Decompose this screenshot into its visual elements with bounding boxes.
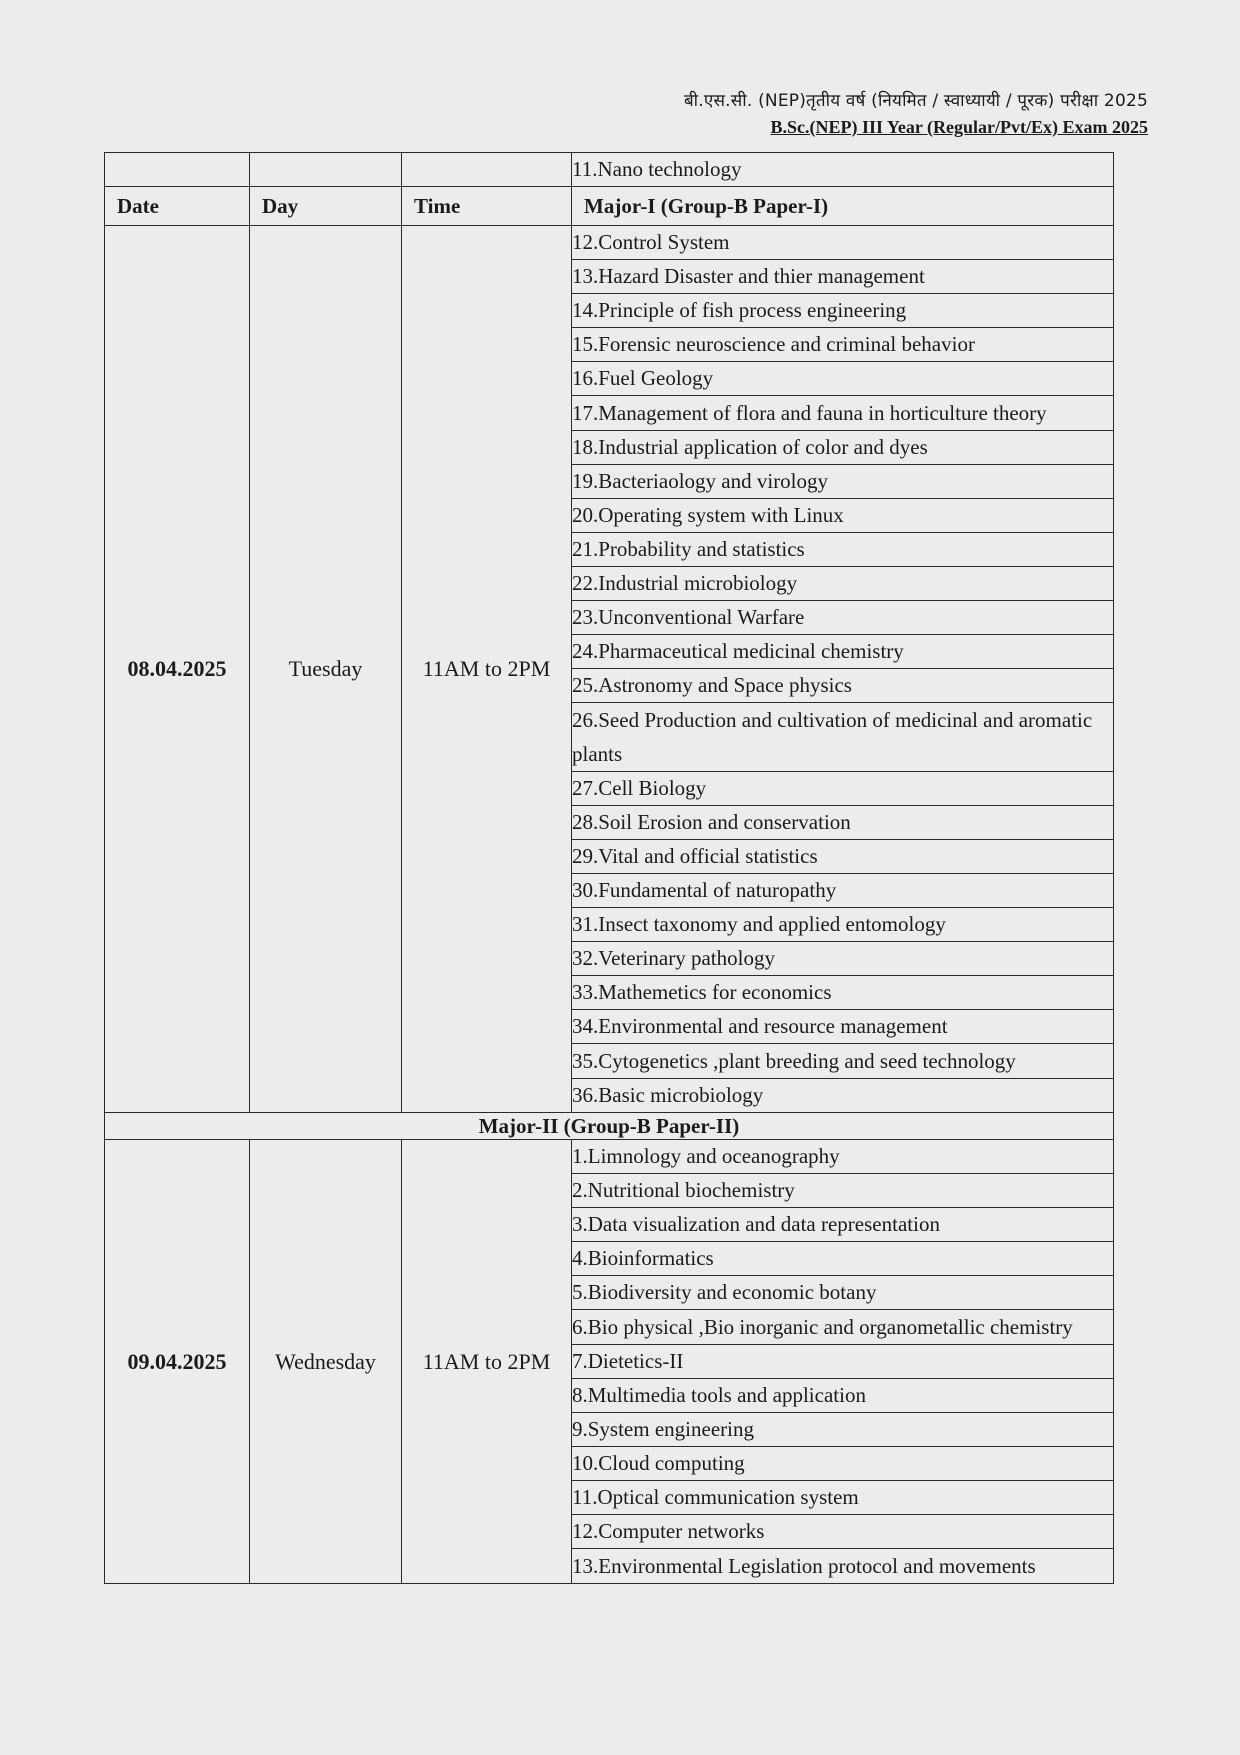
- subject-cell: 11.Optical communication system: [572, 1481, 1114, 1515]
- subject-cell: 29.Vital and official statistics: [572, 840, 1114, 874]
- subject-cell: 12.Control System: [572, 226, 1114, 260]
- subject-cell: 3.Data visualization and data representation: [572, 1208, 1114, 1242]
- section-row: [105, 1113, 1114, 1140]
- section-title-major-2: Major-II (Group-B Paper-II): [105, 1113, 1114, 1140]
- subject-cell: 23.Unconventional Warfare: [572, 601, 1114, 635]
- exam-date: 08.04.2025: [105, 226, 250, 1113]
- subject-cell: 9.System engineering: [572, 1413, 1114, 1447]
- exam-time: 11AM to 2PM: [402, 1140, 572, 1584]
- column-header-date: Date: [105, 187, 250, 226]
- subject-cell: 4.Bioinformatics: [572, 1242, 1114, 1276]
- subject-cell: 30.Fundamental of naturopathy: [572, 874, 1114, 908]
- subject-cell: 12.Computer networks: [572, 1515, 1114, 1549]
- subject-cell: 21.Probability and statistics: [572, 533, 1114, 567]
- subject-cell: 33.Mathemetics for economics: [572, 976, 1114, 1010]
- subject-cell: 16.Fuel Geology: [572, 362, 1114, 396]
- blank-cell: [105, 153, 250, 187]
- table-row: [105, 226, 1114, 260]
- subject-cell: 18.Industrial application of color and dyes: [572, 431, 1114, 465]
- blank-cell: [402, 153, 572, 187]
- exam-date: 09.04.2025: [105, 1140, 250, 1584]
- subject-cell: 31.Insect taxonomy and applied entomology: [572, 908, 1114, 942]
- subject-cell: 26.Seed Production and cultivation of medicinal and aromatic plants: [572, 703, 1114, 772]
- exam-day: Wednesday: [250, 1140, 402, 1584]
- subject-cell: 32.Veterinary pathology: [572, 942, 1114, 976]
- subject-cell: 14.Principle of fish process engineering: [572, 294, 1114, 328]
- subject-cell: 36.Basic microbiology: [572, 1079, 1114, 1113]
- hindi-title: बी.एस.सी. (NEP)तृतीय वर्ष (नियमित / स्वाध्यायी / पूरक) परीक्षा 2025: [683, 91, 1148, 111]
- column-header-major-1: Major-I (Group-B Paper-I): [572, 187, 1114, 226]
- table-row: [105, 153, 1114, 187]
- subject-cell: 2.Nutritional biochemistry: [572, 1174, 1114, 1208]
- subject-cell: 10.Cloud computing: [572, 1447, 1114, 1481]
- exam-header: [684, 88, 1148, 138]
- header-row: [105, 187, 1114, 226]
- subject-cell: 8.Multimedia tools and application: [572, 1379, 1114, 1413]
- english-title: [684, 117, 1148, 138]
- subject-cell: 25.Astronomy and Space physics: [572, 669, 1114, 703]
- subject-cell: 6.Bio physical ,Bio inorganic and organometallic chemistry: [572, 1310, 1114, 1345]
- subject-cell: 35.Cytogenetics ,plant breeding and seed technology: [572, 1044, 1114, 1079]
- subject-cell: 7.Dietetics-II: [572, 1345, 1114, 1379]
- exam-day: Tuesday: [250, 226, 402, 1113]
- subject-cell: 15.Forensic neuroscience and criminal behavior: [572, 328, 1114, 362]
- timetable: [104, 152, 1114, 1584]
- table-row: [105, 1140, 1114, 1174]
- subject-cell: 13.Environmental Legislation protocol and movements: [572, 1549, 1114, 1584]
- column-header-time: Time: [402, 187, 572, 226]
- blank-cell: [250, 153, 402, 187]
- subject-cell: 27.Cell Biology: [572, 772, 1114, 806]
- exam-time: 11AM to 2PM: [402, 226, 572, 1113]
- subject-cell: 28.Soil Erosion and conservation: [572, 806, 1114, 840]
- english-title-text: B.Sc.(NEP) III Year (Regular/Pvt/Ex) Exam 2025: [770, 117, 1148, 137]
- subject-cell: 20.Operating system with Linux: [572, 499, 1114, 533]
- subject-cell: 13.Hazard Disaster and thier management: [572, 260, 1114, 294]
- subject-cell: 22.Industrial microbiology: [572, 567, 1114, 601]
- subject-cell: 17.Management of flora and fauna in horticulture theory: [572, 396, 1114, 431]
- subject-cell: 5.Biodiversity and economic botany: [572, 1276, 1114, 1310]
- subject-cell: 24.Pharmaceutical medicinal chemistry: [572, 635, 1114, 669]
- subject-cell: 1.Limnology and oceanography: [572, 1140, 1114, 1174]
- column-header-day: Day: [250, 187, 402, 226]
- subject-cell: 11.Nano technology: [572, 153, 1114, 187]
- subject-cell: 19.Bacteriaology and virology: [572, 465, 1114, 499]
- subject-cell: 34.Environmental and resource management: [572, 1010, 1114, 1044]
